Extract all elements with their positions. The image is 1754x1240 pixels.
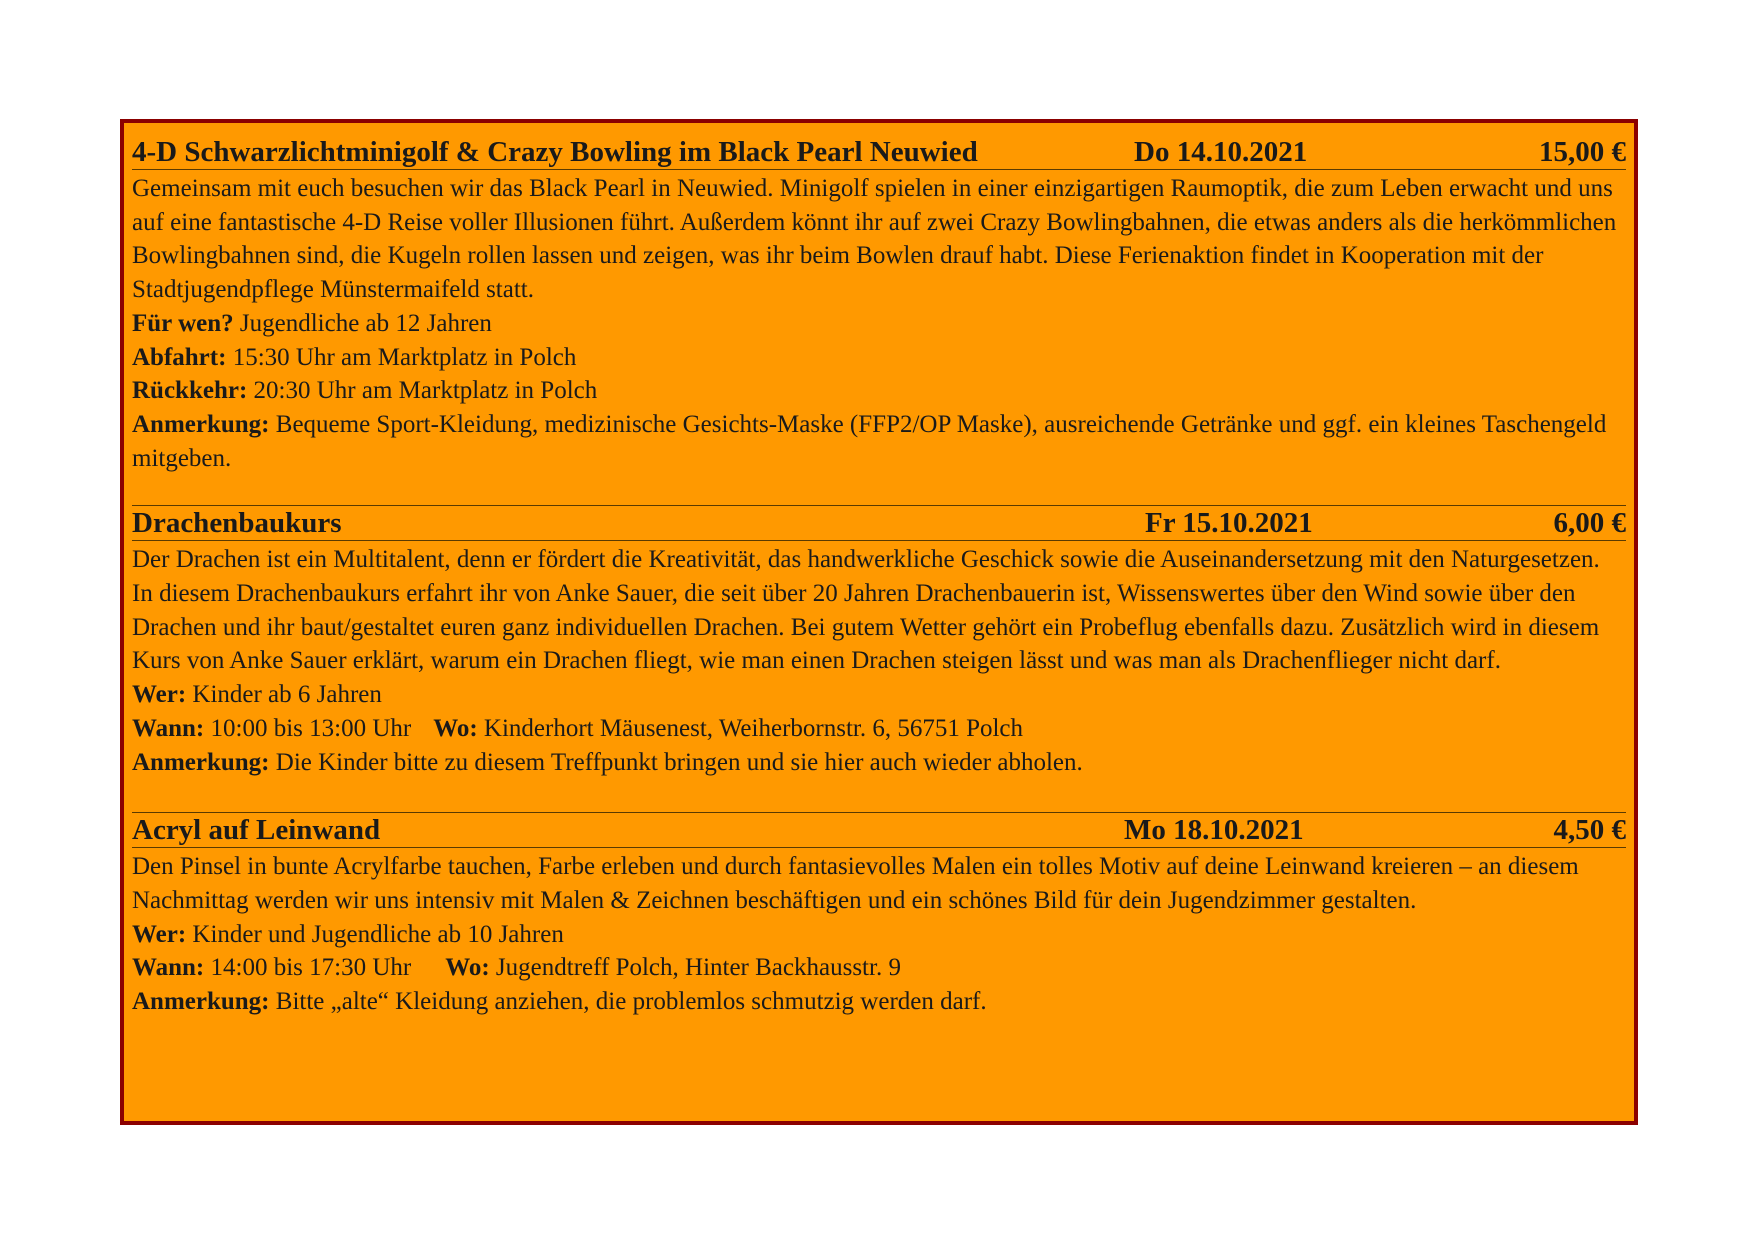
event-body [132,848,1626,1019]
event-title: Acryl auf Leinwand [132,814,381,847]
detail-value: Bequeme Sport-Kleidung, medizinische Gesichts-Maske (FFP2/OP Maske), ausreichende Getränke und ggf. ein kleines Taschengeld mitgeben. [132,410,1607,472]
event-block-acryl [132,813,1626,1019]
event-date: Do 14.10.2021 [1134,136,1308,168]
detail-who [132,678,1626,712]
event-flyer [120,119,1638,1125]
event-body [132,170,1626,475]
event-title: Drachenbaukurs [132,507,342,540]
event-price: 4,50 € [1553,814,1626,847]
detail-label: Anmerkung: [132,748,270,776]
detail-value: 20:30 Uhr am Marktplatz in Polch [247,377,598,405]
detail-label: Wer: [132,681,187,709]
event-block-minigolf [132,135,1626,475]
detail-label: Anmerkung: [132,988,270,1016]
event-header [132,135,1626,170]
detail-label: Wer: [132,920,187,948]
event-description: Den Pinsel in bunte Acrylfarbe tauchen, Farbe erleben und durch fantasievolles Malen ein tolles Motiv auf deine Leinwand kreieren – an diesem Nachmittag werden wir uns intensiv mit Malen & Zeichnen beschäftigen und ein schönes Bild für dein Jugendzimmer gestalten. [132,853,1579,914]
detail-label: Für wen? [132,309,234,337]
detail-value: 14:00 bis 17:30 Uhr [204,954,412,982]
event-body [132,541,1626,779]
detail-who [132,918,1626,952]
detail-when-where [132,712,1626,746]
detail-label: Wann: [132,714,205,742]
event-header [132,813,1626,848]
detail-value: 10:00 bis 13:00 Uhr [204,714,412,742]
detail-value: Jugendliche ab 12 Jahren [233,309,492,337]
detail-label: Wo: [433,714,478,742]
detail-label: Abfahrt: [132,343,227,371]
event-description: Gemeinsam mit euch besuchen wir das Black Pearl in Neuwied. Minigolf spielen in einer einzigartigen Raumoptik, die zum Leben erwacht und uns auf eine fantastische 4-D Reise voller Illusionen führt. Außerdem könnt ihr auf zwei Crazy Bowlingbahnen, die etwas anders als die herkömmlichen Bowlingbahnen sind, die Kugeln rollen lassen und zeigen, was ihr beim Bowlen drauf habt. Diese Ferienaktion findet in Kooperation mit der Stadtjugendpflege Münstermaifeld statt. [132,175,1617,304]
detail-label: Wann: [132,954,205,982]
detail-value: Kinder und Jugendliche ab 10 Jahren [186,920,564,948]
detail-value: Die Kinder bitte zu diesem Treffpunkt bringen und sie hier auch wieder abholen. [269,748,1083,776]
event-title: 4-D Schwarzlichtminigolf & Crazy Bowling im Black Pearl Neuwied [132,136,978,168]
detail-label: Anmerkung: [132,410,270,438]
event-price: 6,00 € [1553,507,1626,540]
event-price: 15,00 € [1539,136,1626,168]
detail-label: Wo: [445,954,490,982]
detail-when-where [132,951,1626,985]
event-date: Mo 18.10.2021 [1124,814,1304,847]
detail-note [132,746,1626,780]
detail-note [132,985,1626,1019]
detail-note [132,408,1626,475]
event-description: Der Drachen ist ein Multitalent, denn er fördert die Kreativität, das handwerkliche Geschick sowie die Auseinandersetzung mit den Naturgesetzen. In diesem Drachenbaukurs erfahrt ihr von Anke Sauer, die seit über 20 Jahren Drachenbauerin ist, Wissenswertes über den Wind sowie über den Drachen und ihr baut/gestaltet euren ganz individuellen Drachen. Bei gutem Wetter gehört ein Probeflug ebenfalls dazu. Zusätzlich wird in diesem Kurs von Anke Sauer erklärt, warum ein Drachen fliegt, wie man einen Drachen steigen lässt und was man als Drachenflieger nicht darf. [132,546,1600,675]
detail-value: Bitte „alte“ Kleidung anziehen, die problemlos schmutzig werden darf. [269,988,987,1016]
detail-value: Kinder ab 6 Jahren [186,681,382,709]
detail-return [132,374,1626,408]
detail-value: Kinderhort Mäusenest, Weiherbornstr. 6, 56751 Polch [477,714,1024,742]
detail-for-whom [132,307,1626,341]
detail-departure [132,341,1626,375]
event-block-drachenbau [132,506,1626,779]
detail-label: Rückkehr: [132,377,248,405]
detail-value: 15:30 Uhr am Marktplatz in Polch [226,343,577,371]
event-date: Fr 15.10.2021 [1145,507,1313,540]
event-header [132,506,1626,541]
detail-value: Jugendtreff Polch, Hinter Backhausstr. 9 [489,954,901,982]
